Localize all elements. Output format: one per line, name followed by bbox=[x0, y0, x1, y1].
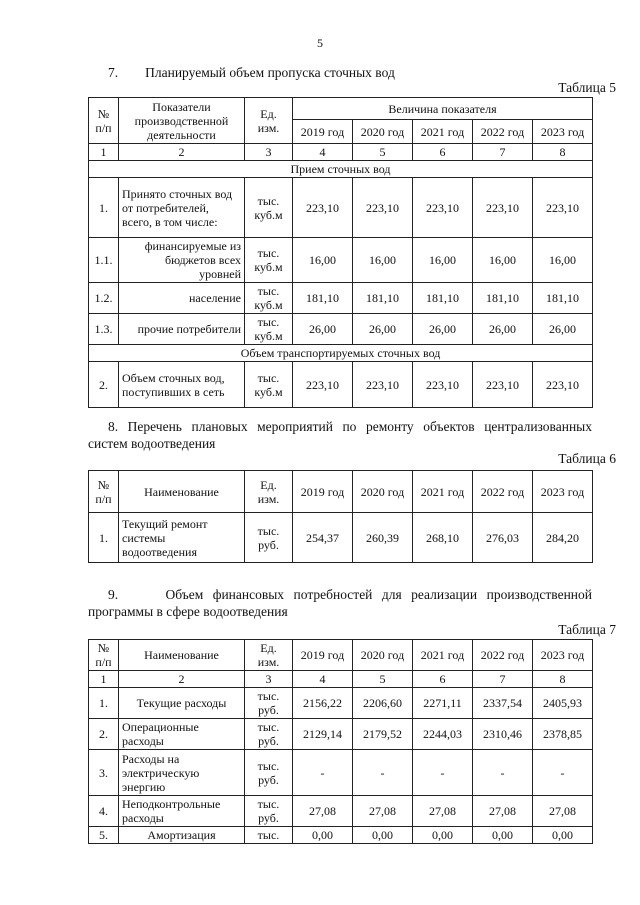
col-number: 8 bbox=[533, 144, 593, 161]
header-name: Наименование bbox=[119, 471, 245, 513]
header-num: № п/п bbox=[89, 640, 119, 671]
col-number: 1 bbox=[89, 144, 119, 161]
row-num: 2. bbox=[89, 719, 119, 750]
row-name: Расходы на электрическую энергию bbox=[119, 750, 245, 796]
section-8-heading: 8. Перечень плановых мероприятий по ремонту объектов централизованных bbox=[108, 419, 592, 434]
row-num: 1.3. bbox=[89, 314, 119, 345]
row-num: 1.1. bbox=[89, 238, 119, 283]
row-name: Текущие расходы bbox=[119, 688, 245, 719]
row-name: Операционные расходы bbox=[119, 719, 245, 750]
header-year: 2022 год bbox=[473, 471, 533, 513]
row-value: - bbox=[353, 750, 413, 796]
col-number: 3 bbox=[245, 671, 293, 688]
row-value: 2271,11 bbox=[413, 688, 473, 719]
row-name: финансируемые из бюджетов всех уровней bbox=[119, 238, 245, 283]
row-value: 223,10 bbox=[533, 362, 593, 408]
row-name: Текущий ремонт системы водоотведения bbox=[119, 513, 245, 563]
row-value: 2244,03 bbox=[413, 719, 473, 750]
col-number: 5 bbox=[353, 144, 413, 161]
row-value: 223,10 bbox=[353, 178, 413, 238]
row-unit: тыс. куб.м bbox=[245, 283, 293, 314]
group-reception: Прием сточных вод bbox=[89, 161, 593, 178]
row-value: 268,10 bbox=[413, 513, 473, 563]
table-row bbox=[89, 750, 593, 796]
row-value: 181,10 bbox=[413, 283, 473, 314]
header-year: 2023 год bbox=[533, 120, 593, 144]
header-unit: Ед. изм. bbox=[245, 640, 293, 671]
header-year: 2019 год bbox=[293, 120, 353, 144]
section-8-heading-cont: систем водоотведения bbox=[88, 436, 216, 451]
row-value: 223,10 bbox=[413, 178, 473, 238]
row-num: 1. bbox=[89, 513, 119, 563]
header-year: 2020 год bbox=[353, 471, 413, 513]
row-value: 181,10 bbox=[353, 283, 413, 314]
row-unit: тыс. руб. bbox=[245, 688, 293, 719]
row-value: 0,00 bbox=[353, 827, 413, 844]
section-9-heading-cont: программы в сфере водоотведения bbox=[88, 604, 288, 619]
row-value: 0,00 bbox=[413, 827, 473, 844]
row-num: 5. bbox=[89, 827, 119, 844]
row-value: 26,00 bbox=[533, 314, 593, 345]
table-row bbox=[89, 283, 593, 314]
row-unit: тыс. куб.м bbox=[245, 178, 293, 238]
row-value: 0,00 bbox=[473, 827, 533, 844]
row-unit: тыс. руб. bbox=[245, 719, 293, 750]
header-num: № п/п bbox=[89, 98, 119, 144]
col-number: 6 bbox=[413, 144, 473, 161]
row-value: 181,10 bbox=[473, 283, 533, 314]
table-row bbox=[89, 178, 593, 238]
row-value: 260,39 bbox=[353, 513, 413, 563]
header-indicator: Показатели производственной деятельности bbox=[119, 98, 245, 144]
table-7-caption: Таблица 7 bbox=[558, 622, 616, 637]
row-value: 0,00 bbox=[533, 827, 593, 844]
row-value: 2310,46 bbox=[473, 719, 533, 750]
header-year: 2021 год bbox=[413, 640, 473, 671]
row-value: 16,00 bbox=[473, 238, 533, 283]
column-numbers-row bbox=[89, 671, 593, 688]
row-value: 16,00 bbox=[533, 238, 593, 283]
row-value: - bbox=[413, 750, 473, 796]
row-value: - bbox=[473, 750, 533, 796]
row-value: 27,08 bbox=[473, 796, 533, 827]
row-value: 2206,60 bbox=[353, 688, 413, 719]
row-value: 254,37 bbox=[293, 513, 353, 563]
row-value: 16,00 bbox=[413, 238, 473, 283]
col-number: 8 bbox=[533, 671, 593, 688]
row-unit: тыс. куб.м bbox=[245, 362, 293, 408]
table-row bbox=[89, 238, 593, 283]
row-value: 2337,54 bbox=[473, 688, 533, 719]
row-unit: тыс. куб.м bbox=[245, 314, 293, 345]
col-number: 2 bbox=[119, 671, 245, 688]
table-row bbox=[89, 314, 593, 345]
header-year: 2021 год bbox=[413, 471, 473, 513]
table-row bbox=[89, 796, 593, 827]
section-9-heading: 9. Объем финансовых потребностей для реализации производственной bbox=[108, 587, 592, 602]
row-value: 26,00 bbox=[293, 314, 353, 345]
row-value: 223,10 bbox=[293, 362, 353, 408]
col-number: 2 bbox=[119, 144, 245, 161]
header-year: 2019 год bbox=[293, 640, 353, 671]
table-row bbox=[89, 719, 593, 750]
row-value: 223,10 bbox=[533, 178, 593, 238]
section-7-heading: 7. Планируемый объем пропуска сточных вод bbox=[108, 65, 395, 80]
row-value: 27,08 bbox=[413, 796, 473, 827]
header-year: 2023 год bbox=[533, 640, 593, 671]
row-unit: тыс. руб. bbox=[245, 796, 293, 827]
row-unit: тыс. куб.м bbox=[245, 238, 293, 283]
row-value: 2378,85 bbox=[533, 719, 593, 750]
row-name: Объем сточных вод, поступивших в сеть bbox=[119, 362, 245, 408]
table-row bbox=[89, 827, 593, 844]
row-value: 16,00 bbox=[353, 238, 413, 283]
row-name: Неподконтрольные расходы bbox=[119, 796, 245, 827]
row-value: 223,10 bbox=[353, 362, 413, 408]
row-value: 2156,22 bbox=[293, 688, 353, 719]
header-year: 2020 год bbox=[353, 640, 413, 671]
row-value: - bbox=[533, 750, 593, 796]
row-value: 26,00 bbox=[353, 314, 413, 345]
header-year: 2022 год bbox=[473, 120, 533, 144]
column-numbers-row bbox=[89, 144, 593, 161]
header-value: Величина показателя bbox=[293, 98, 593, 120]
col-number: 7 bbox=[473, 144, 533, 161]
row-value: 276,03 bbox=[473, 513, 533, 563]
table-6 bbox=[88, 470, 593, 563]
header-year: 2020 год bbox=[353, 120, 413, 144]
table-5-caption: Таблица 5 bbox=[558, 80, 616, 95]
row-num: 1.2. bbox=[89, 283, 119, 314]
row-num: 1. bbox=[89, 178, 119, 238]
row-value: 26,00 bbox=[473, 314, 533, 345]
row-value: 223,10 bbox=[413, 362, 473, 408]
header-unit: Ед. изм. bbox=[245, 471, 293, 513]
row-num: 1. bbox=[89, 688, 119, 719]
row-value: 16,00 bbox=[293, 238, 353, 283]
row-value: - bbox=[293, 750, 353, 796]
header-year: 2022 год bbox=[473, 640, 533, 671]
row-value: 2179,52 bbox=[353, 719, 413, 750]
col-number: 4 bbox=[293, 144, 353, 161]
row-value: 27,08 bbox=[533, 796, 593, 827]
header-unit: Ед. изм. bbox=[245, 98, 293, 144]
table-5 bbox=[88, 97, 593, 408]
table-row bbox=[89, 362, 593, 408]
row-value: 27,08 bbox=[353, 796, 413, 827]
row-value: 223,10 bbox=[293, 178, 353, 238]
header-name: Наименование bbox=[119, 640, 245, 671]
table-row bbox=[89, 688, 593, 719]
col-number: 3 bbox=[245, 144, 293, 161]
col-number: 6 bbox=[413, 671, 473, 688]
header-year: 2019 год bbox=[293, 471, 353, 513]
table-6-caption: Таблица 6 bbox=[558, 451, 616, 466]
group-transport: Объем транспортируемых сточных вод bbox=[89, 345, 593, 362]
table-7 bbox=[88, 639, 593, 844]
col-number: 4 bbox=[293, 671, 353, 688]
row-name: прочие потребители bbox=[119, 314, 245, 345]
row-value: 0,00 bbox=[293, 827, 353, 844]
col-number: 1 bbox=[89, 671, 119, 688]
row-num: 3. bbox=[89, 750, 119, 796]
col-number: 5 bbox=[353, 671, 413, 688]
row-name: население bbox=[119, 283, 245, 314]
header-year: 2021 год bbox=[413, 120, 473, 144]
row-num: 4. bbox=[89, 796, 119, 827]
row-unit: тыс. руб. bbox=[245, 513, 293, 563]
row-value: 223,10 bbox=[473, 178, 533, 238]
row-value: 2405,93 bbox=[533, 688, 593, 719]
col-number: 7 bbox=[473, 671, 533, 688]
row-value: 223,10 bbox=[473, 362, 533, 408]
header-year: 2023 год bbox=[533, 471, 593, 513]
row-value: 2129,14 bbox=[293, 719, 353, 750]
row-value: 27,08 bbox=[293, 796, 353, 827]
row-name: Амортизация bbox=[119, 827, 245, 844]
table-row bbox=[89, 513, 593, 563]
row-num: 2. bbox=[89, 362, 119, 408]
row-value: 26,00 bbox=[413, 314, 473, 345]
row-value: 284,20 bbox=[533, 513, 593, 563]
row-value: 181,10 bbox=[533, 283, 593, 314]
row-name: Принято сточных вод от потребителей, всего, в том числе: bbox=[119, 178, 245, 238]
row-value: 181,10 bbox=[293, 283, 353, 314]
header-num: № п/п bbox=[89, 471, 119, 513]
page-number: 5 bbox=[317, 36, 323, 50]
row-unit: тыс. руб. bbox=[245, 750, 293, 796]
row-unit: тыс. bbox=[245, 827, 293, 844]
